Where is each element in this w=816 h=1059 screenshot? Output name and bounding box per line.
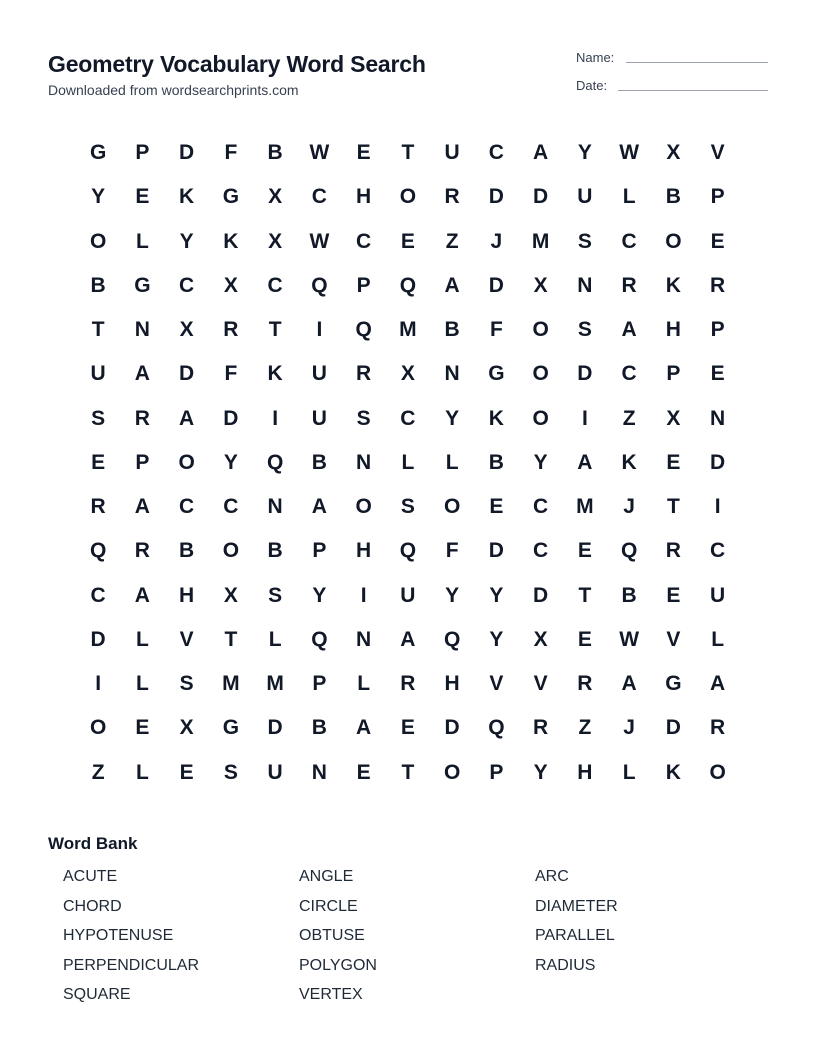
grid-letter[interactable]: T <box>401 141 415 165</box>
grid-letter[interactable]: N <box>444 362 460 386</box>
grid-letter[interactable]: T <box>401 760 415 784</box>
word-bank-item: PARALLEL <box>535 927 615 944</box>
grid-letter[interactable]: O <box>532 318 549 342</box>
grid-letter[interactable]: A <box>533 141 549 165</box>
grid-letter[interactable]: R <box>90 495 106 519</box>
grid-letter[interactable]: L <box>622 185 636 209</box>
grid-letter[interactable]: V <box>666 627 681 651</box>
grid-letter[interactable]: I <box>714 495 721 519</box>
grid-letter[interactable]: Y <box>489 627 504 651</box>
grid-letter[interactable]: E <box>400 229 415 253</box>
grid-letter[interactable]: K <box>665 760 681 784</box>
grid-letter[interactable]: X <box>400 362 415 386</box>
grid-letter[interactable]: O <box>178 450 195 474</box>
grid-letter[interactable]: I <box>272 406 279 430</box>
letter-grid <box>76 131 740 795</box>
grid-letter[interactable]: F <box>489 318 503 342</box>
grid-letter[interactable]: K <box>267 362 283 386</box>
grid-letter[interactable]: A <box>134 362 150 386</box>
grid-letter[interactable]: Z <box>445 229 459 253</box>
grid-letter[interactable]: Y <box>445 583 460 607</box>
grid-letter[interactable]: X <box>179 318 194 342</box>
grid-letter[interactable]: C <box>267 273 283 297</box>
grid-letter[interactable]: L <box>401 450 415 474</box>
grid-letter[interactable]: L <box>357 672 371 696</box>
grid-letter[interactable]: C <box>311 185 327 209</box>
grid-letter[interactable]: L <box>622 760 636 784</box>
grid-letter[interactable]: Y <box>312 583 327 607</box>
grid-letter[interactable]: Q <box>399 273 417 297</box>
grid-letter[interactable]: B <box>665 185 681 209</box>
grid-letter[interactable]: J <box>490 229 503 253</box>
grid-letter[interactable]: S <box>91 406 106 430</box>
grid-letter[interactable]: Z <box>622 406 636 430</box>
grid-letter[interactable]: E <box>400 716 415 740</box>
grid-letter[interactable]: T <box>578 583 592 607</box>
word-bank-item: VERTEX <box>299 986 363 1003</box>
grid-letter[interactable]: W <box>309 141 330 165</box>
grid-letter[interactable]: L <box>135 627 149 651</box>
grid-letter[interactable]: Q <box>355 318 372 342</box>
grid-letter[interactable]: F <box>445 539 459 563</box>
grid-letter[interactable]: A <box>311 495 327 519</box>
grid-letter[interactable]: Y <box>489 583 504 607</box>
grid-letter[interactable]: A <box>444 273 460 297</box>
grid-letter[interactable]: A <box>356 716 372 740</box>
grid-letter[interactable]: P <box>489 760 504 784</box>
grid-letter[interactable]: R <box>577 672 593 696</box>
grid-letter[interactable]: T <box>91 318 105 342</box>
grid-letter[interactable]: B <box>621 583 637 607</box>
grid-letter[interactable]: V <box>710 141 725 165</box>
grid-letter[interactable]: D <box>577 362 593 386</box>
grid-letter[interactable]: U <box>400 583 416 607</box>
grid-letter[interactable]: G <box>89 141 107 165</box>
grid-letter[interactable]: L <box>135 229 149 253</box>
grid-letter[interactable]: C <box>710 539 726 563</box>
grid-letter[interactable]: C <box>621 362 637 386</box>
grid-letter[interactable]: B <box>179 539 195 563</box>
grid-letter[interactable]: P <box>135 450 150 474</box>
grid-letter[interactable]: G <box>665 672 682 696</box>
grid-letter[interactable]: X <box>268 229 283 253</box>
grid-letter[interactable]: A <box>621 672 637 696</box>
grid-letter[interactable]: N <box>267 495 283 519</box>
grid-letter[interactable]: N <box>710 406 726 430</box>
grid-letter[interactable]: N <box>356 450 372 474</box>
grid-letter[interactable]: O <box>355 495 372 519</box>
word-bank-item: SQUARE <box>63 986 131 1003</box>
name-field[interactable] <box>576 50 768 70</box>
grid-letter[interactable]: J <box>623 716 635 740</box>
grid-letter[interactable]: R <box>533 716 549 740</box>
grid-letter[interactable]: Q <box>620 539 638 563</box>
grid-letter[interactable]: X <box>666 406 681 430</box>
grid-letter[interactable]: C <box>488 141 504 165</box>
grid-letter[interactable]: K <box>223 229 239 253</box>
grid-letter[interactable]: T <box>268 318 282 342</box>
date-field[interactable] <box>576 78 768 98</box>
word-bank-item: CHORD <box>63 897 122 915</box>
grid-letter[interactable]: R <box>621 273 637 297</box>
grid-letter[interactable]: F <box>224 141 238 165</box>
grid-letter[interactable]: Y <box>91 185 106 209</box>
grid-letter[interactable]: A <box>621 318 637 342</box>
grid-letter[interactable]: R <box>356 362 372 386</box>
grid-letter[interactable]: L <box>711 627 725 651</box>
name-line <box>626 62 768 63</box>
grid-letter[interactable]: R <box>665 539 681 563</box>
grid-letter[interactable]: B <box>311 450 327 474</box>
grid-letter[interactable]: Q <box>311 627 328 651</box>
grid-letter[interactable]: B <box>311 716 327 740</box>
grid-letter[interactable]: I <box>360 583 367 607</box>
grid-letter[interactable]: T <box>666 495 680 519</box>
word-bank-item: DIAMETER <box>535 897 618 915</box>
date-label: Date: <box>576 78 608 93</box>
grid-letter[interactable]: E <box>577 627 592 651</box>
grid-letter[interactable]: A <box>710 672 726 696</box>
grid-letter[interactable]: X <box>268 185 283 209</box>
grid-letter[interactable]: P <box>666 362 681 386</box>
word-list <box>63 868 768 1016</box>
grid-letter[interactable]: R <box>134 406 150 430</box>
grid-letter[interactable]: C <box>621 229 637 253</box>
grid-letter[interactable]: U <box>444 141 460 165</box>
grid-letter[interactable]: D <box>533 185 549 209</box>
grid-letter[interactable]: D <box>665 716 681 740</box>
page-title: Geometry Vocabulary Word Search <box>48 51 426 77</box>
grid-letter[interactable]: K <box>488 406 504 430</box>
grid-letter[interactable]: S <box>400 495 415 519</box>
grid-letter[interactable]: P <box>710 318 725 342</box>
grid-letter[interactable]: S <box>268 583 283 607</box>
grid-letter[interactable]: G <box>222 185 240 209</box>
word-bank-item: OBTUSE <box>299 927 365 944</box>
grid-letter[interactable]: C <box>179 495 195 519</box>
grid-letter[interactable]: O <box>443 760 461 784</box>
grid-letter[interactable]: H <box>577 760 593 784</box>
grid-letter[interactable]: B <box>488 450 504 474</box>
grid-letter[interactable]: E <box>135 185 150 209</box>
grid-letter[interactable]: C <box>356 229 372 253</box>
grid-letter[interactable]: E <box>666 583 681 607</box>
name-label: Name: <box>576 50 615 65</box>
grid-letter[interactable]: U <box>267 760 283 784</box>
grid-letter[interactable]: H <box>356 185 372 209</box>
grid-letter[interactable]: U <box>311 362 327 386</box>
grid-letter[interactable]: H <box>179 583 195 607</box>
grid-letter[interactable]: S <box>179 672 194 696</box>
grid-letter[interactable]: Q <box>443 627 461 651</box>
worksheet-header <box>48 48 768 108</box>
grid-letter[interactable]: E <box>489 495 504 519</box>
grid-letter[interactable]: G <box>222 716 240 740</box>
grid-letter[interactable]: X <box>666 141 681 165</box>
grid-letter[interactable]: W <box>309 229 330 253</box>
date-line <box>618 90 768 91</box>
grid-letter[interactable]: X <box>223 273 238 297</box>
grid-letter[interactable]: M <box>222 672 240 696</box>
grid-letter[interactable]: A <box>134 583 150 607</box>
grid-letter[interactable]: V <box>533 672 548 696</box>
grid-letter[interactable]: E <box>666 450 681 474</box>
grid-letter[interactable]: S <box>577 318 592 342</box>
grid-letter[interactable]: O <box>222 539 240 563</box>
word-bank-item: PERPENDICULAR <box>63 956 200 974</box>
grid-letter[interactable]: O <box>89 716 107 740</box>
grid-letter[interactable]: E <box>577 539 592 563</box>
grid-letter[interactable]: Y <box>445 406 460 430</box>
grid-letter[interactable]: U <box>710 583 726 607</box>
grid-letter[interactable]: M <box>531 229 550 253</box>
grid-letter[interactable]: Q <box>399 539 417 563</box>
grid-letter[interactable]: E <box>710 229 725 253</box>
grid-letter[interactable]: P <box>312 672 327 696</box>
grid-letter[interactable]: Y <box>223 450 238 474</box>
grid-letter[interactable]: H <box>665 318 681 342</box>
grid-letter[interactable]: N <box>356 627 372 651</box>
grid-letter[interactable]: P <box>356 273 371 297</box>
grid-letter[interactable]: O <box>532 362 549 386</box>
grid-letter[interactable]: N <box>134 318 150 342</box>
grid-letter[interactable]: M <box>576 495 594 519</box>
grid-letter[interactable]: L <box>268 627 282 651</box>
grid-letter[interactable]: D <box>223 406 239 430</box>
grid-letter[interactable]: G <box>488 362 505 386</box>
word-bank-item: HYPOTENUSE <box>63 927 174 944</box>
grid-letter[interactable]: R <box>400 672 416 696</box>
grid-letter[interactable]: Q <box>311 273 328 297</box>
grid-letter[interactable]: O <box>399 185 417 209</box>
grid-letter[interactable]: Y <box>533 760 548 784</box>
grid-letter[interactable]: I <box>95 672 102 696</box>
grid-letter[interactable]: Q <box>488 716 505 740</box>
grid-letter[interactable]: E <box>356 760 371 784</box>
grid-letter[interactable]: D <box>444 716 460 740</box>
grid-letter[interactable]: D <box>179 141 195 165</box>
grid-letter[interactable]: D <box>710 450 726 474</box>
word-bank-item: RADIUS <box>535 956 596 974</box>
grid-letter[interactable]: C <box>90 583 106 607</box>
grid-letter[interactable]: C <box>533 495 549 519</box>
grid-letter[interactable]: Q <box>89 539 107 563</box>
grid-letter[interactable]: A <box>179 406 195 430</box>
grid-letter[interactable]: R <box>444 185 460 209</box>
grid-letter[interactable]: G <box>134 273 151 297</box>
grid-letter[interactable]: B <box>267 141 283 165</box>
grid-letter[interactable]: I <box>581 406 588 430</box>
word-bank-item: POLYGON <box>299 956 377 974</box>
grid-letter[interactable]: A <box>134 495 150 519</box>
grid-letter[interactable]: O <box>532 406 549 430</box>
grid-letter[interactable]: U <box>90 362 106 386</box>
grid-letter[interactable]: C <box>400 406 416 430</box>
grid-letter[interactable]: R <box>223 318 239 342</box>
word-bank-title: Word Bank <box>48 834 138 853</box>
grid-letter[interactable]: B <box>267 539 283 563</box>
grid-letter[interactable]: K <box>179 185 195 209</box>
grid-letter[interactable]: D <box>267 716 283 740</box>
grid-letter[interactable]: E <box>135 716 150 740</box>
grid-letter[interactable]: W <box>619 141 640 165</box>
grid-letter[interactable]: V <box>489 672 504 696</box>
grid-letter[interactable]: C <box>533 539 549 563</box>
grid-letter[interactable]: Y <box>179 229 194 253</box>
grid-letter[interactable]: L <box>135 760 149 784</box>
grid-letter[interactable]: C <box>223 495 239 519</box>
source-credit: Downloaded from wordsearchprints.com <box>48 82 299 98</box>
grid-letter[interactable]: J <box>623 495 635 519</box>
grid-letter[interactable]: K <box>665 273 681 297</box>
grid-letter[interactable]: I <box>316 318 323 342</box>
grid-letter[interactable]: P <box>312 539 327 563</box>
grid-letter[interactable]: P <box>135 141 150 165</box>
grid-letter[interactable]: B <box>90 273 106 297</box>
grid-letter[interactable]: X <box>223 583 238 607</box>
grid-letter[interactable]: Z <box>91 760 105 784</box>
grid-letter[interactable]: P <box>710 185 725 209</box>
grid-letter[interactable]: D <box>179 362 195 386</box>
grid-letter[interactable]: E <box>710 362 725 386</box>
grid-letter[interactable]: D <box>488 185 504 209</box>
grid-letter[interactable]: Y <box>533 450 548 474</box>
grid-letter[interactable]: O <box>665 229 682 253</box>
grid-letter[interactable]: Y <box>577 141 592 165</box>
grid-letter[interactable]: X <box>533 627 548 651</box>
grid-letter[interactable]: R <box>710 716 726 740</box>
grid-letter[interactable]: K <box>621 450 637 474</box>
grid-letter[interactable]: S <box>577 229 592 253</box>
grid-letter[interactable]: D <box>533 583 549 607</box>
word-bank-item: ARC <box>535 868 569 885</box>
grid-letter[interactable]: U <box>577 185 593 209</box>
grid-letter[interactable]: X <box>533 273 548 297</box>
grid-letter[interactable]: E <box>179 760 194 784</box>
grid-letter[interactable]: H <box>356 539 372 563</box>
grid-letter[interactable]: M <box>266 672 284 696</box>
grid-letter[interactable]: S <box>356 406 371 430</box>
grid-letter[interactable]: F <box>224 362 238 386</box>
grid-letter[interactable]: L <box>135 672 149 696</box>
grid-letter[interactable]: R <box>134 539 150 563</box>
grid-letter[interactable]: Z <box>578 716 592 740</box>
grid-letter[interactable]: A <box>400 627 416 651</box>
grid-letter[interactable]: D <box>90 627 106 651</box>
grid-letter[interactable]: T <box>224 627 238 651</box>
grid-letter[interactable]: W <box>619 627 640 651</box>
grid-letter[interactable]: R <box>710 273 726 297</box>
word-bank-item: CIRCLE <box>299 897 358 915</box>
grid-letter[interactable]: M <box>399 318 417 342</box>
grid-letter[interactable]: D <box>488 273 504 297</box>
grid-letter[interactable]: U <box>311 406 327 430</box>
grid-letter[interactable]: Q <box>266 450 284 474</box>
word-bank-item: ANGLE <box>299 868 354 885</box>
grid-letter[interactable]: O <box>709 760 726 784</box>
grid-letter[interactable]: O <box>89 229 107 253</box>
grid-letter[interactable]: H <box>444 672 460 696</box>
grid-letter[interactable]: C <box>179 273 195 297</box>
grid-letter[interactable]: N <box>311 760 327 784</box>
grid-letter[interactable]: E <box>356 141 371 165</box>
grid-letter[interactable]: A <box>577 450 593 474</box>
grid-letter[interactable]: O <box>443 495 461 519</box>
grid-letter[interactable]: B <box>444 318 460 342</box>
grid-letter[interactable]: S <box>223 760 238 784</box>
grid-letter[interactable]: X <box>179 716 194 740</box>
grid-letter[interactable]: L <box>445 450 459 474</box>
grid-letter[interactable]: E <box>91 450 106 474</box>
grid-letter[interactable]: V <box>179 627 194 651</box>
grid-letter[interactable]: D <box>488 539 504 563</box>
grid-letter[interactable]: N <box>577 273 593 297</box>
word-bank-item: ACUTE <box>63 868 118 885</box>
